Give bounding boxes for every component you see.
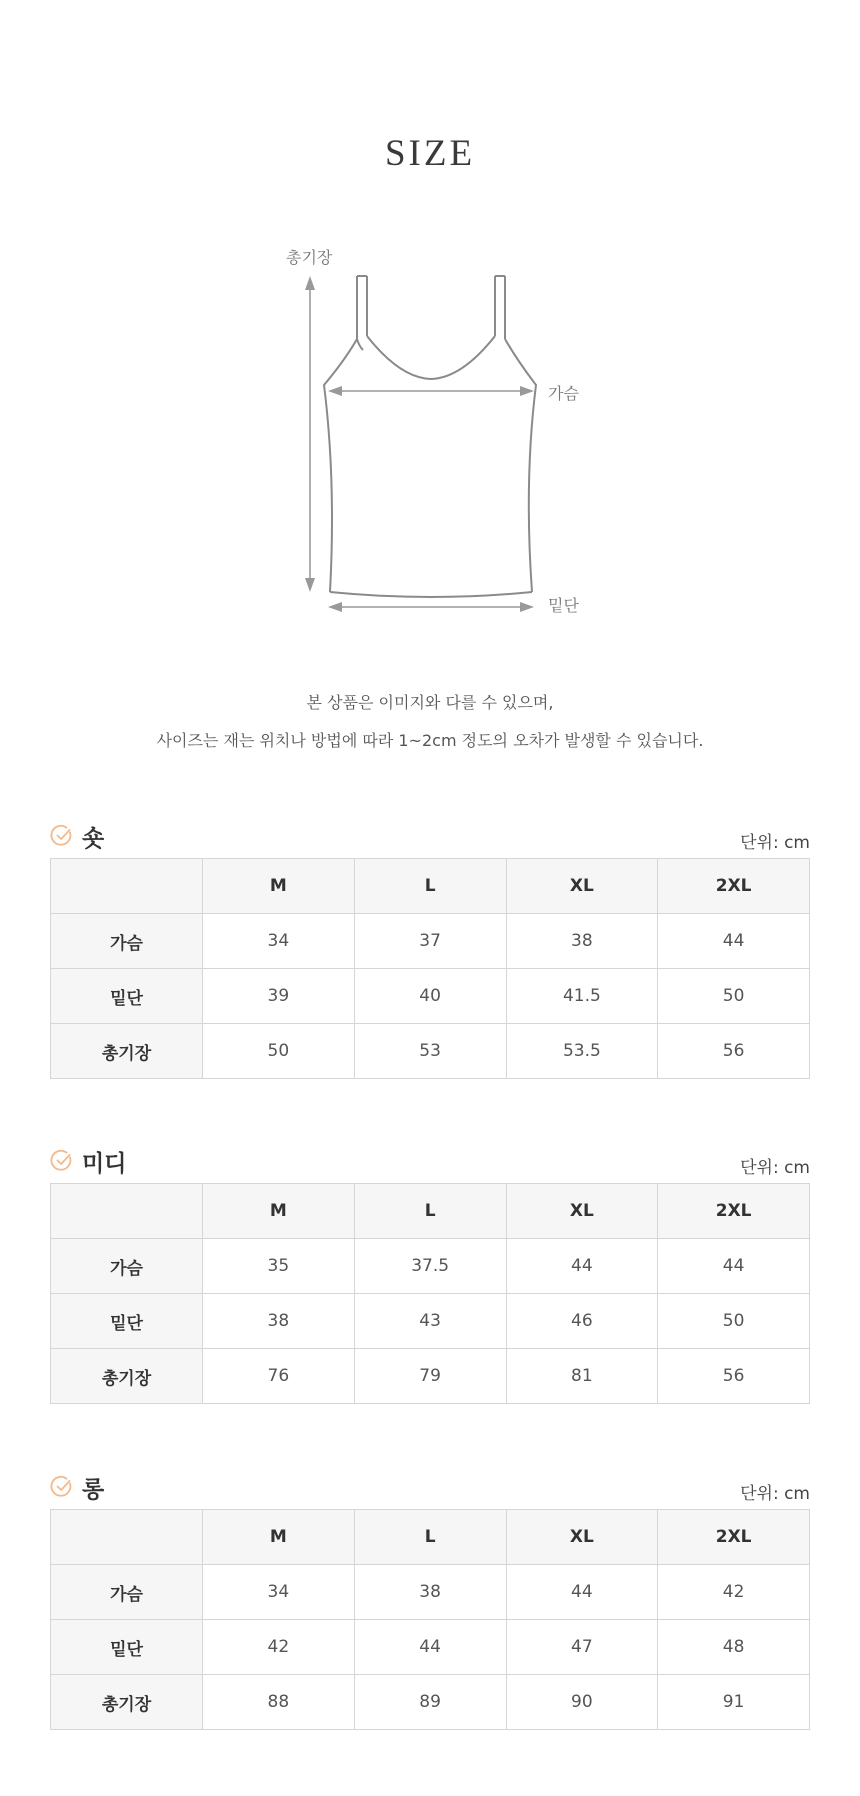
header-cell: 2XL [658,1184,810,1239]
section-title: 숏 [82,826,105,852]
table-cell: 34 [203,914,355,969]
table-cell: 41.5 [506,969,658,1024]
unit-label: 단위: cm [740,833,810,853]
table-row [51,1349,810,1404]
unit-label: 단위: cm [740,1158,810,1178]
table-cell: 89 [354,1675,506,1730]
table-header-row [51,1184,810,1239]
header-cell: L [354,859,506,914]
table-cell: 34 [203,1565,355,1620]
table-cell: 56 [658,1024,810,1079]
header-cell: L [354,1184,506,1239]
unit-label: 단위: cm [740,1484,810,1504]
section-header [50,1469,810,1509]
row-label: 가슴 [51,1239,203,1294]
table-cell: 79 [354,1349,506,1404]
table-cell: 88 [203,1675,355,1730]
table-cell: 38 [506,914,658,969]
table-row [51,1565,810,1620]
size-table [50,1509,810,1730]
row-label: 밑단 [51,1620,203,1675]
tank-top-outline [324,276,536,597]
table-cell: 37 [354,914,506,969]
table-row [51,1294,810,1349]
table-row [51,1675,810,1730]
row-label: 총기장 [51,1349,203,1404]
row-label: 밑단 [51,1294,203,1349]
header-cell: XL [506,1184,658,1239]
table-row [51,969,810,1024]
table-cell: 53 [354,1024,506,1079]
table-cell: 44 [658,1239,810,1294]
table-cell: 42 [203,1620,355,1675]
section-header [50,1143,810,1183]
table-header-row [51,1510,810,1565]
table-cell: 38 [203,1294,355,1349]
size-table [50,1183,810,1404]
table-cell: 50 [658,969,810,1024]
table-row [51,1024,810,1079]
header-empty-cell [51,1510,203,1565]
table-cell: 81 [506,1349,658,1404]
table-row [51,1239,810,1294]
table-cell: 44 [506,1239,658,1294]
measure-arrows [305,276,534,612]
header-cell: M [203,1184,355,1239]
header-cell: 2XL [658,859,810,914]
table-cell: 76 [203,1349,355,1404]
header-cell: 2XL [658,1510,810,1565]
table-cell: 35 [203,1239,355,1294]
table-cell: 44 [658,914,810,969]
size-table [50,858,810,1079]
size-diagram [0,0,860,640]
diagram-label-chest: 가슴 [548,384,579,403]
table-row [51,1620,810,1675]
check-circle-icon [50,1475,74,1499]
table-cell: 43 [354,1294,506,1349]
table-cell: 47 [506,1620,658,1675]
table-cell: 37.5 [354,1239,506,1294]
header-cell: M [203,1510,355,1565]
table-cell: 39 [203,969,355,1024]
row-label: 가슴 [51,914,203,969]
header-cell: L [354,1510,506,1565]
size-table-section-midi [50,1143,810,1404]
size-table-section-short [50,818,810,1079]
check-circle-icon [50,824,74,848]
row-label: 가슴 [51,1565,203,1620]
diagram-label-length: 총기장 [286,248,333,267]
table-row [51,914,810,969]
table-cell: 44 [506,1565,658,1620]
table-cell: 90 [506,1675,658,1730]
header-cell: XL [506,859,658,914]
header-empty-cell [51,1184,203,1239]
table-cell: 53.5 [506,1024,658,1079]
table-cell: 56 [658,1349,810,1404]
section-title: 미디 [82,1151,127,1177]
notice-line-2: 사이즈는 재는 위치나 방법에 따라 1~2cm 정도의 오차가 발생할 수 있습니다. [156,731,704,750]
table-cell: 44 [354,1620,506,1675]
table-cell: 46 [506,1294,658,1349]
diagram-label-hem: 밑단 [548,596,579,615]
table-cell: 48 [658,1620,810,1675]
table-cell: 50 [658,1294,810,1349]
table-cell: 38 [354,1565,506,1620]
size-table-section-long [50,1469,810,1730]
notice-line-1: 본 상품은 이미지와 다를 수 있으며, [306,693,554,712]
check-circle-icon [50,1149,74,1173]
page-title: SIZE [384,133,476,174]
header-empty-cell [51,859,203,914]
row-label: 총기장 [51,1675,203,1730]
table-cell: 42 [658,1565,810,1620]
table-cell: 50 [203,1024,355,1079]
table-header-row [51,859,810,914]
section-title: 롱 [82,1477,105,1503]
row-label: 밑단 [51,969,203,1024]
header-cell: XL [506,1510,658,1565]
header-cell: M [203,859,355,914]
table-cell: 40 [354,969,506,1024]
table-cell: 91 [658,1675,810,1730]
section-header [50,818,810,858]
row-label: 총기장 [51,1024,203,1079]
